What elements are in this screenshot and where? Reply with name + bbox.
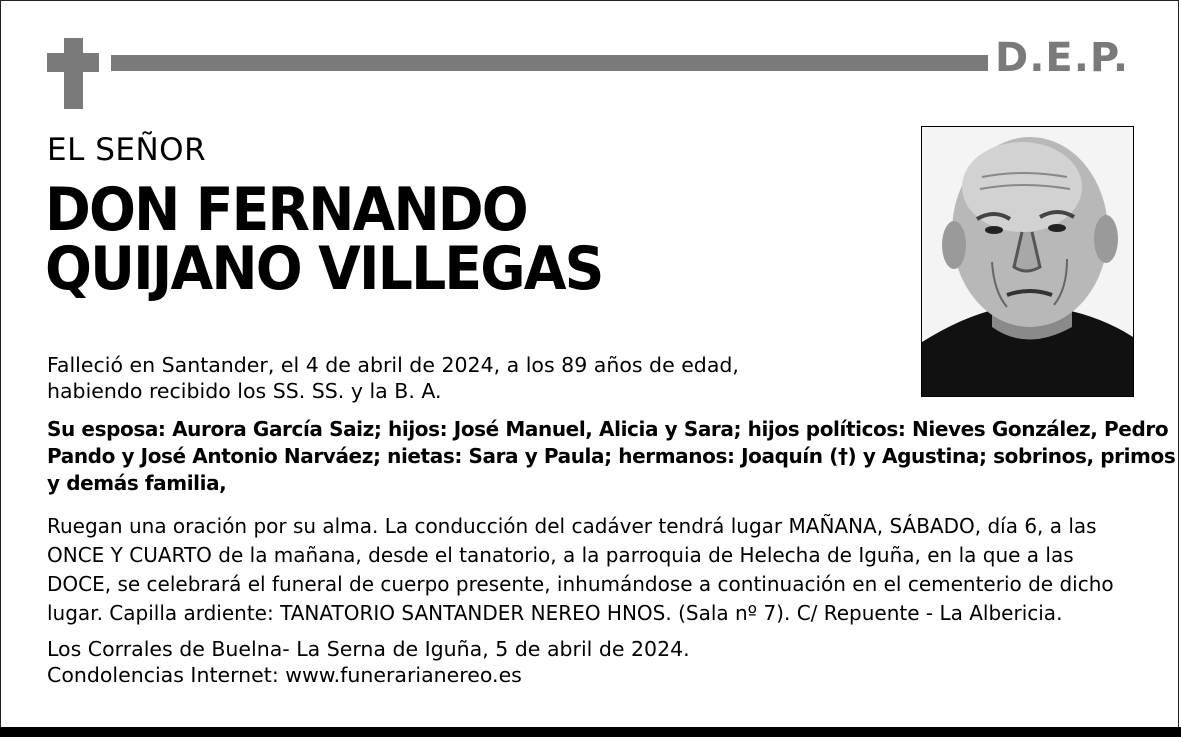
name-line-2: QUIJANO VILLEGAS [45,234,603,304]
funeral-details [47,512,1137,628]
portrait-icon [922,127,1133,396]
portrait-photo [921,126,1134,397]
cross-icon-horizontal [47,53,99,72]
death-notice-line: habiendo recibido los SS. SS. y la B. A. [47,379,442,403]
funeral-line: ONCE Y CUARTO de la mañana, desde el tanatorio, a la parroquia de Helecha de Iguña, en la que a las [47,543,1074,567]
family-line: Su esposa: Aurora García Saiz; hijos: José Manuel, Alicia y Sara; hijos políticos: Nieves González, Pedro [47,417,1169,441]
family-list [47,416,1176,497]
condolences-link[interactable]: Condolencias Internet: www.funerarianereo.es [47,663,522,687]
header-rule [111,55,988,71]
deceased-name [45,175,603,304]
name-line-1: DON FERNANDO [45,175,527,245]
family-line: Pando y José Antonio Narváez; nietas: Sara y Paula; hermanos: Joaquín (†) y Agustina; sobrinos, primos [47,444,1176,468]
death-notice [47,352,807,404]
dep-label: D.E.P. [995,35,1130,81]
death-notice-line: Falleció en Santander, el 4 de abril de 2024, a los 89 años de edad, [47,353,739,377]
honorific-title: EL SEÑOR [47,132,207,168]
funeral-line: Ruegan una oración por su alma. La conducción del cadáver tendrá lugar MAÑANA, SÁBADO, día 6, a las [47,514,1097,538]
cross-icon-vertical [64,38,83,109]
family-line: y demás familia, [47,471,227,495]
funeral-line: lugar. Capilla ardiente: TANATORIO SANTANDER NEREO HNOS. (Sala nº 7). C/ Repuente - La Albericia. [47,601,1063,625]
bottom-border [0,727,1181,737]
place-date: Los Corrales de Buelna- La Serna de Iguña, 5 de abril de 2024. [47,637,690,661]
funeral-line: DOCE, se celebrará el funeral de cuerpo presente, inhumándose a continuación en el cementerio de dicho [47,572,1114,596]
